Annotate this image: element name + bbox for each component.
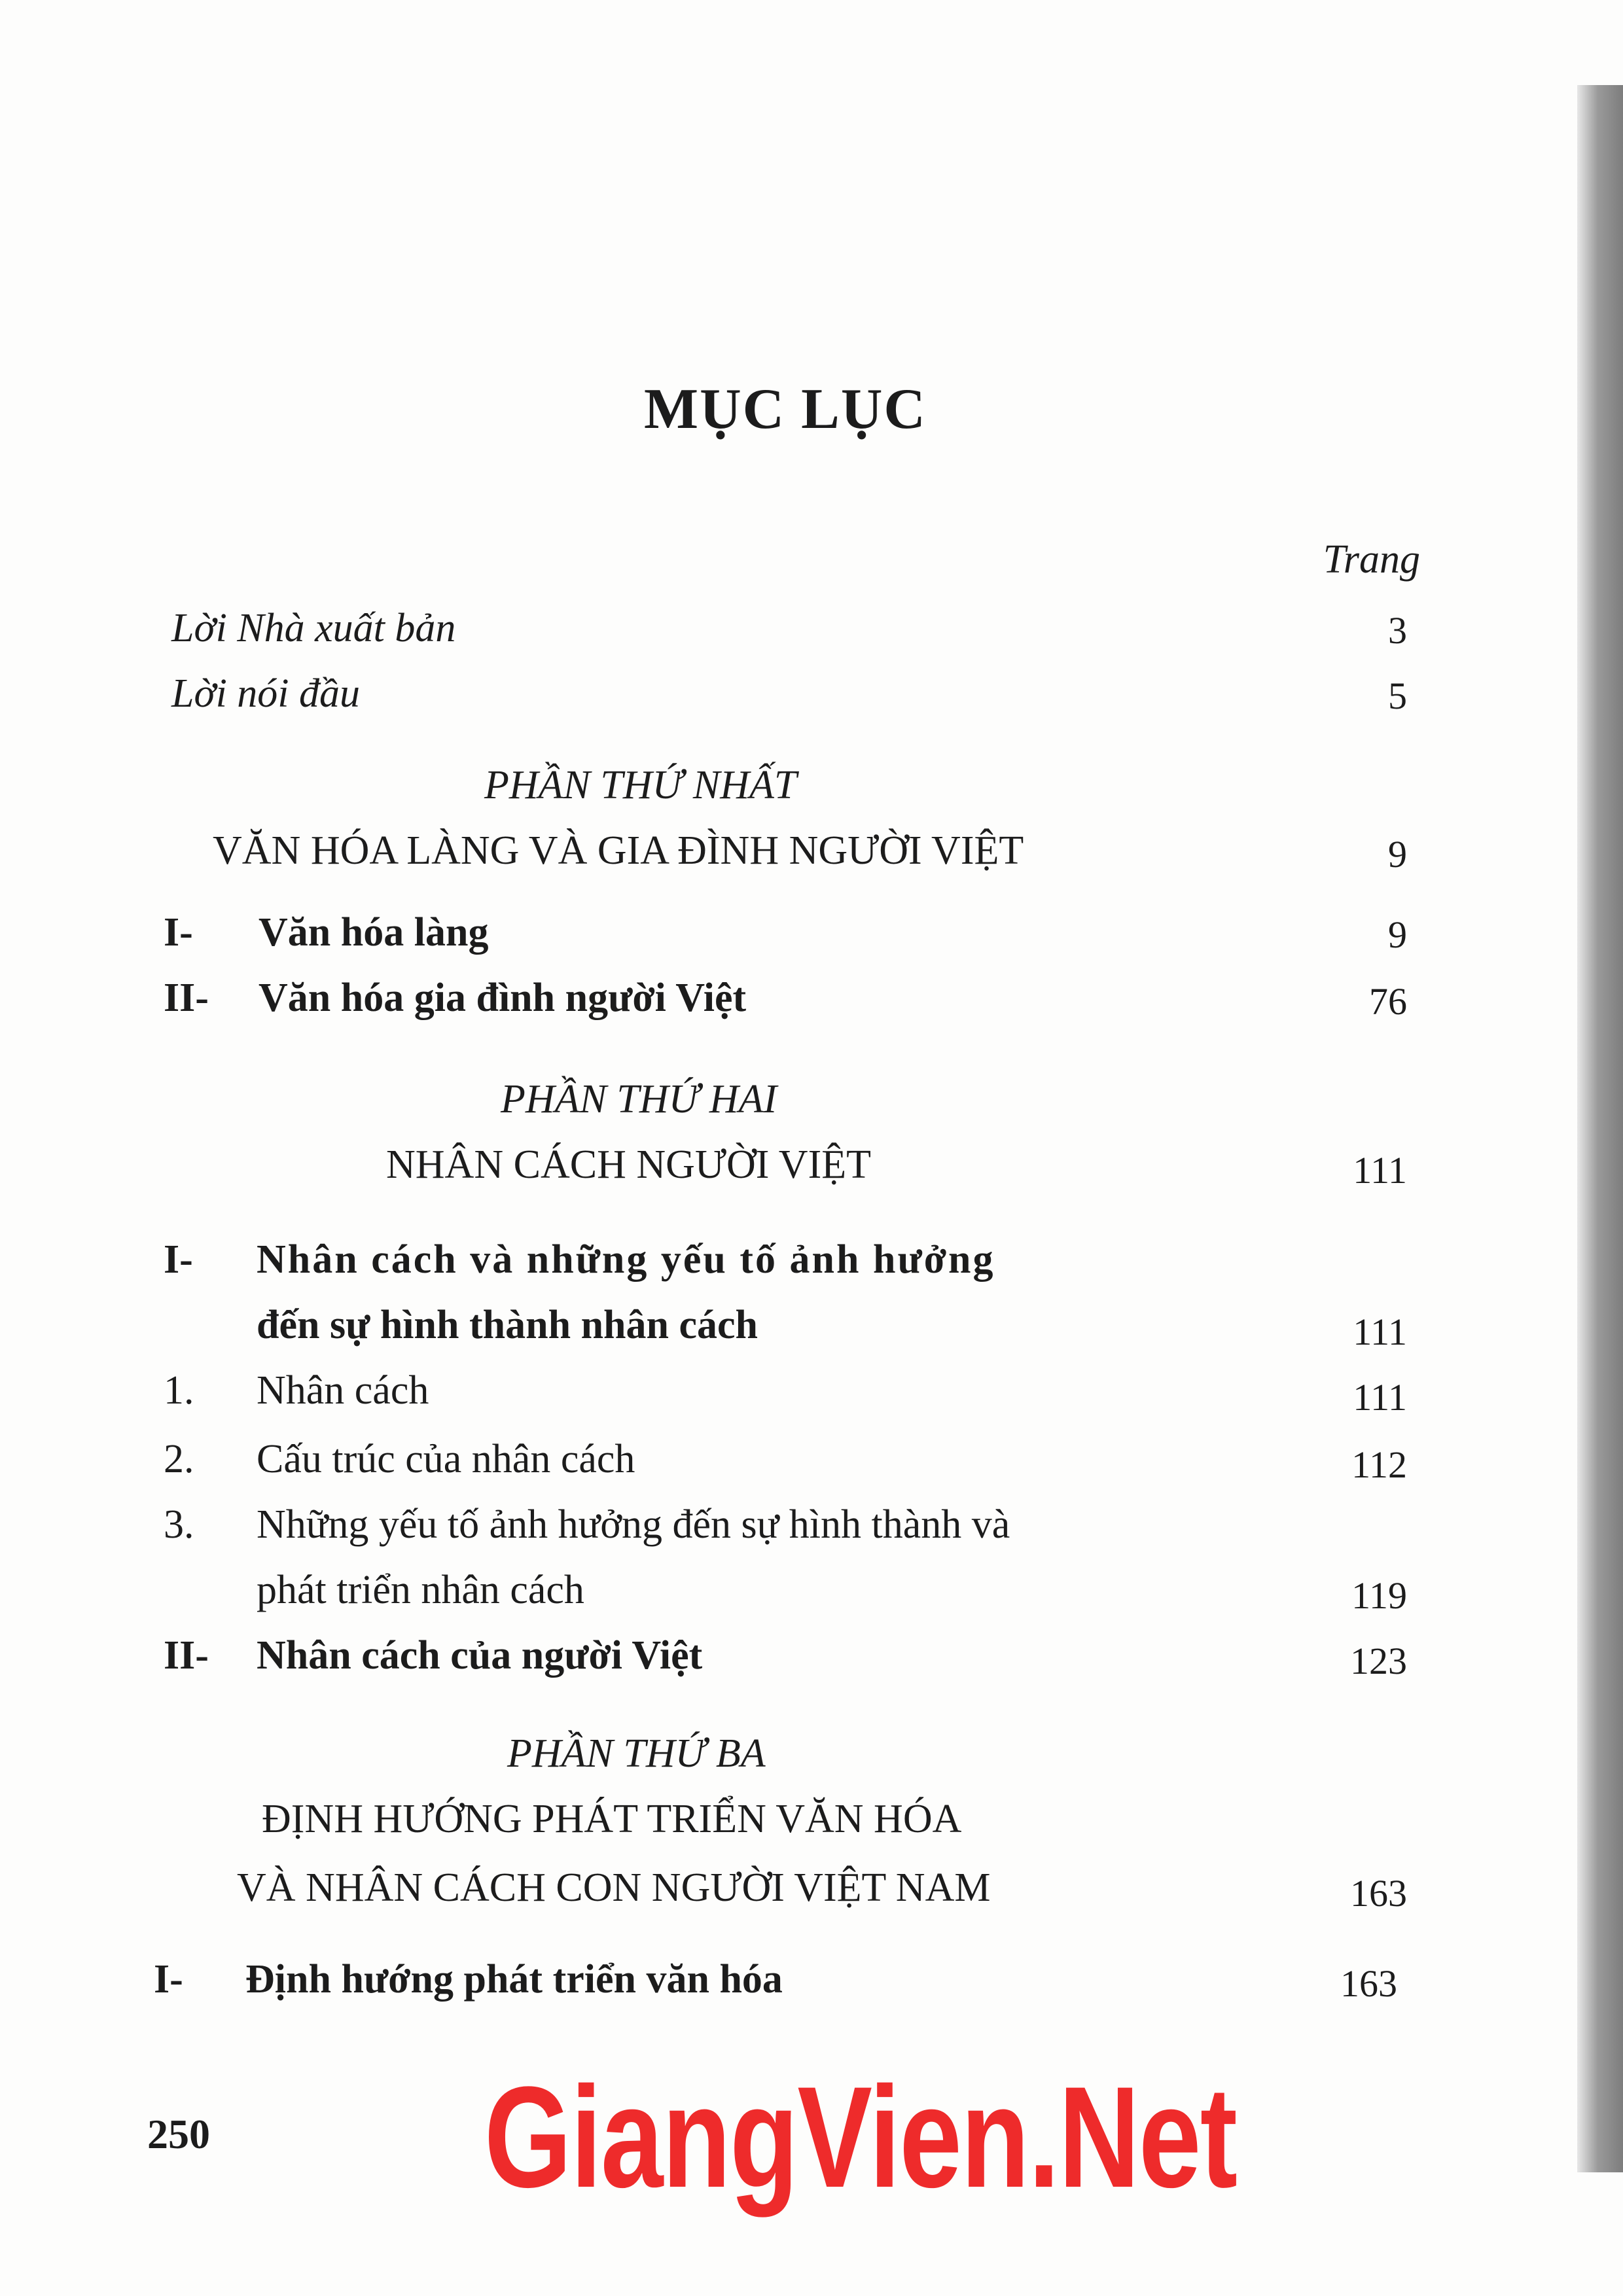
part1-item-0-page: 9 xyxy=(1388,913,1407,956)
part2-sec2-page: 123 xyxy=(1350,1640,1407,1682)
part2-sub-0-page: 111 xyxy=(1353,1376,1407,1419)
part3-heading: PHẦN THỨ BA xyxy=(507,1731,766,1776)
watermark-logo: GiangVien.Net xyxy=(484,2057,1237,2217)
page-column-label: Trang xyxy=(1323,537,1420,582)
part1-page: 9 xyxy=(1388,833,1407,875)
part2-sec1-line2: đến sự hình thành nhân cách xyxy=(257,1303,758,1347)
part3-page: 163 xyxy=(1350,1872,1407,1915)
part2-sec1-num: I- xyxy=(164,1237,193,1282)
part2-sub-1-num: 2. xyxy=(164,1437,194,1481)
toc-entry-front-1: Lời nói đầu xyxy=(171,671,361,716)
page-title: MỤC LỤC xyxy=(644,378,927,441)
part1-item-0-num: I- xyxy=(164,910,193,955)
part1-heading: PHẦN THỨ NHẤT xyxy=(484,763,797,807)
part2-title: NHÂN CÁCH NGƯỜI VIỆT xyxy=(386,1142,871,1187)
toc-entry-front-0: Lời Nhà xuất bản xyxy=(171,606,456,650)
part2-sub-0-num: 1. xyxy=(164,1368,194,1413)
part1-item-1-num: II- xyxy=(164,976,209,1020)
part2-sub-0-label: Nhân cách xyxy=(257,1368,429,1413)
part1-item-0-label: Văn hóa làng xyxy=(259,910,489,955)
part2-sub-2-page: 119 xyxy=(1351,1574,1407,1617)
part1-item-1-label: Văn hóa gia đình người Việt xyxy=(259,976,747,1020)
page-number: 250 xyxy=(147,2111,210,2157)
part3-title-line2: VÀ NHÂN CÁCH CON NGƯỜI VIỆT NAM xyxy=(237,1865,991,1910)
part1-title: VĂN HÓA LÀNG VÀ GIA ĐÌNH NGƯỜI VIỆT xyxy=(213,828,1024,873)
part3-sec1-page: 163 xyxy=(1340,1962,1397,2005)
part2-sec1-line1: Nhân cách và những yếu tố ảnh hưởng xyxy=(257,1237,995,1282)
toc-page-front-0: 3 xyxy=(1388,609,1407,652)
toc-page-front-1: 5 xyxy=(1388,675,1407,717)
part3-sec1-label: Định hướng phát triển văn hóa xyxy=(245,1957,783,2002)
part2-sub-2-line2: phát triển nhân cách xyxy=(257,1568,584,1612)
part2-sec2-label: Nhân cách của người Việt xyxy=(257,1633,703,1678)
part1-item-1-page: 76 xyxy=(1369,980,1407,1023)
part2-sub-1-label: Cấu trúc của nhân cách xyxy=(257,1437,635,1481)
part3-sec1-num: I- xyxy=(154,1957,183,2002)
part2-heading: PHẦN THỨ HAI xyxy=(501,1077,777,1122)
part2-sec2-num: II- xyxy=(164,1633,209,1678)
part2-sec1-page: 111 xyxy=(1353,1311,1407,1353)
part2-page: 111 xyxy=(1353,1149,1407,1192)
part2-sub-2-num: 3. xyxy=(164,1502,194,1547)
part3-title-line1: ĐỊNH HƯỚNG PHÁT TRIỂN VĂN HÓA xyxy=(262,1797,962,1841)
part2-sub-1-page: 112 xyxy=(1351,1443,1407,1486)
part2-sub-2-line1: Những yếu tố ảnh hưởng đến sự hình thành và xyxy=(257,1502,1010,1547)
